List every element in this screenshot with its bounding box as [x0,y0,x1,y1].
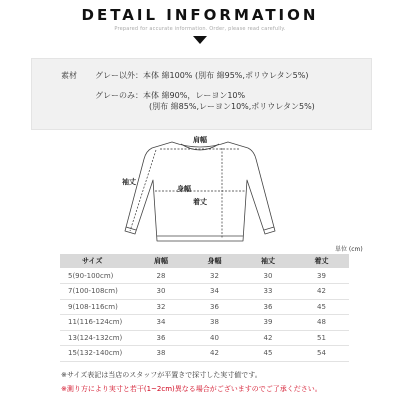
header-length: 着丈 [294,254,349,268]
cell-sleeve: 36 [242,299,294,315]
chest-label: 身幅 [177,185,191,193]
cell-length: 39 [294,268,349,284]
header-chest: 身幅 [187,254,242,268]
material-box [31,58,372,130]
cell-chest: 34 [187,284,242,300]
table-header-row [60,254,349,268]
material-label: 素材 [61,71,77,80]
table-row [60,346,349,362]
table-row [60,330,349,346]
sleeve-label: 袖丈 [122,178,136,186]
table-row [60,315,349,331]
tolerance-note: ※測り方により実寸と若干(1~2cm)異なる場合がございますのでご了承ください。 [61,385,322,393]
page-subtitle: Prepared for accurate information. Order, please read carefully. [114,26,286,32]
cell-chest: 36 [187,299,242,315]
page-title: DETAIL INFORMATION [81,6,319,24]
cell-shoulder: 38 [135,346,187,362]
cell-size: 13(124-132cm) [60,330,135,346]
cell-chest: 42 [187,346,242,362]
material-line-3: (別布 綿85%,レーヨン10%,ポリウレタン5%) [149,102,315,111]
table-row [60,284,349,300]
cell-sleeve: 30 [242,268,294,284]
cell-shoulder: 32 [135,299,187,315]
header-shoulder: 肩幅 [135,254,187,268]
size-table [60,254,349,362]
unit-label: 単位 (cm) [335,246,363,253]
cell-shoulder: 34 [135,315,187,331]
cell-length: 45 [294,299,349,315]
measurement-note: ※サイズ表記は当店のスタッフが平置きで採寸した実寸値です。 [61,371,262,379]
longsleeve-shirt-illustration [100,135,300,245]
material-line-1: グレー以外：本体 綿100% (別布 綿95%,ポリウレタン5%) [95,71,309,80]
cell-size: 7(100-108cm) [60,284,135,300]
table-row [60,268,349,284]
garment-diagram [100,135,300,245]
length-label: 着丈 [193,198,207,206]
cell-shoulder: 28 [135,268,187,284]
cell-length: 51 [294,330,349,346]
table-row [60,299,349,315]
cell-sleeve: 33 [242,284,294,300]
header-sleeve: 袖丈 [242,254,294,268]
cell-chest: 38 [187,315,242,331]
shoulder-label: 肩幅 [193,136,207,144]
down-arrow-icon [193,36,207,44]
cell-length: 48 [294,315,349,331]
cell-sleeve: 45 [242,346,294,362]
cell-size: 11(116-124cm) [60,315,135,331]
cell-size: 9(108-116cm) [60,299,135,315]
cell-shoulder: 30 [135,284,187,300]
cell-sleeve: 42 [242,330,294,346]
cell-sleeve: 39 [242,315,294,331]
header-size: サイズ [60,254,135,268]
cell-chest: 40 [187,330,242,346]
cell-length: 42 [294,284,349,300]
cell-length: 54 [294,346,349,362]
cell-shoulder: 36 [135,330,187,346]
material-line-2: グレーのみ：本体 綿90%，レーヨン10% [95,91,246,100]
cell-size: 5(90-100cm) [60,268,135,284]
cell-chest: 32 [187,268,242,284]
cell-size: 15(132-140cm) [60,346,135,362]
